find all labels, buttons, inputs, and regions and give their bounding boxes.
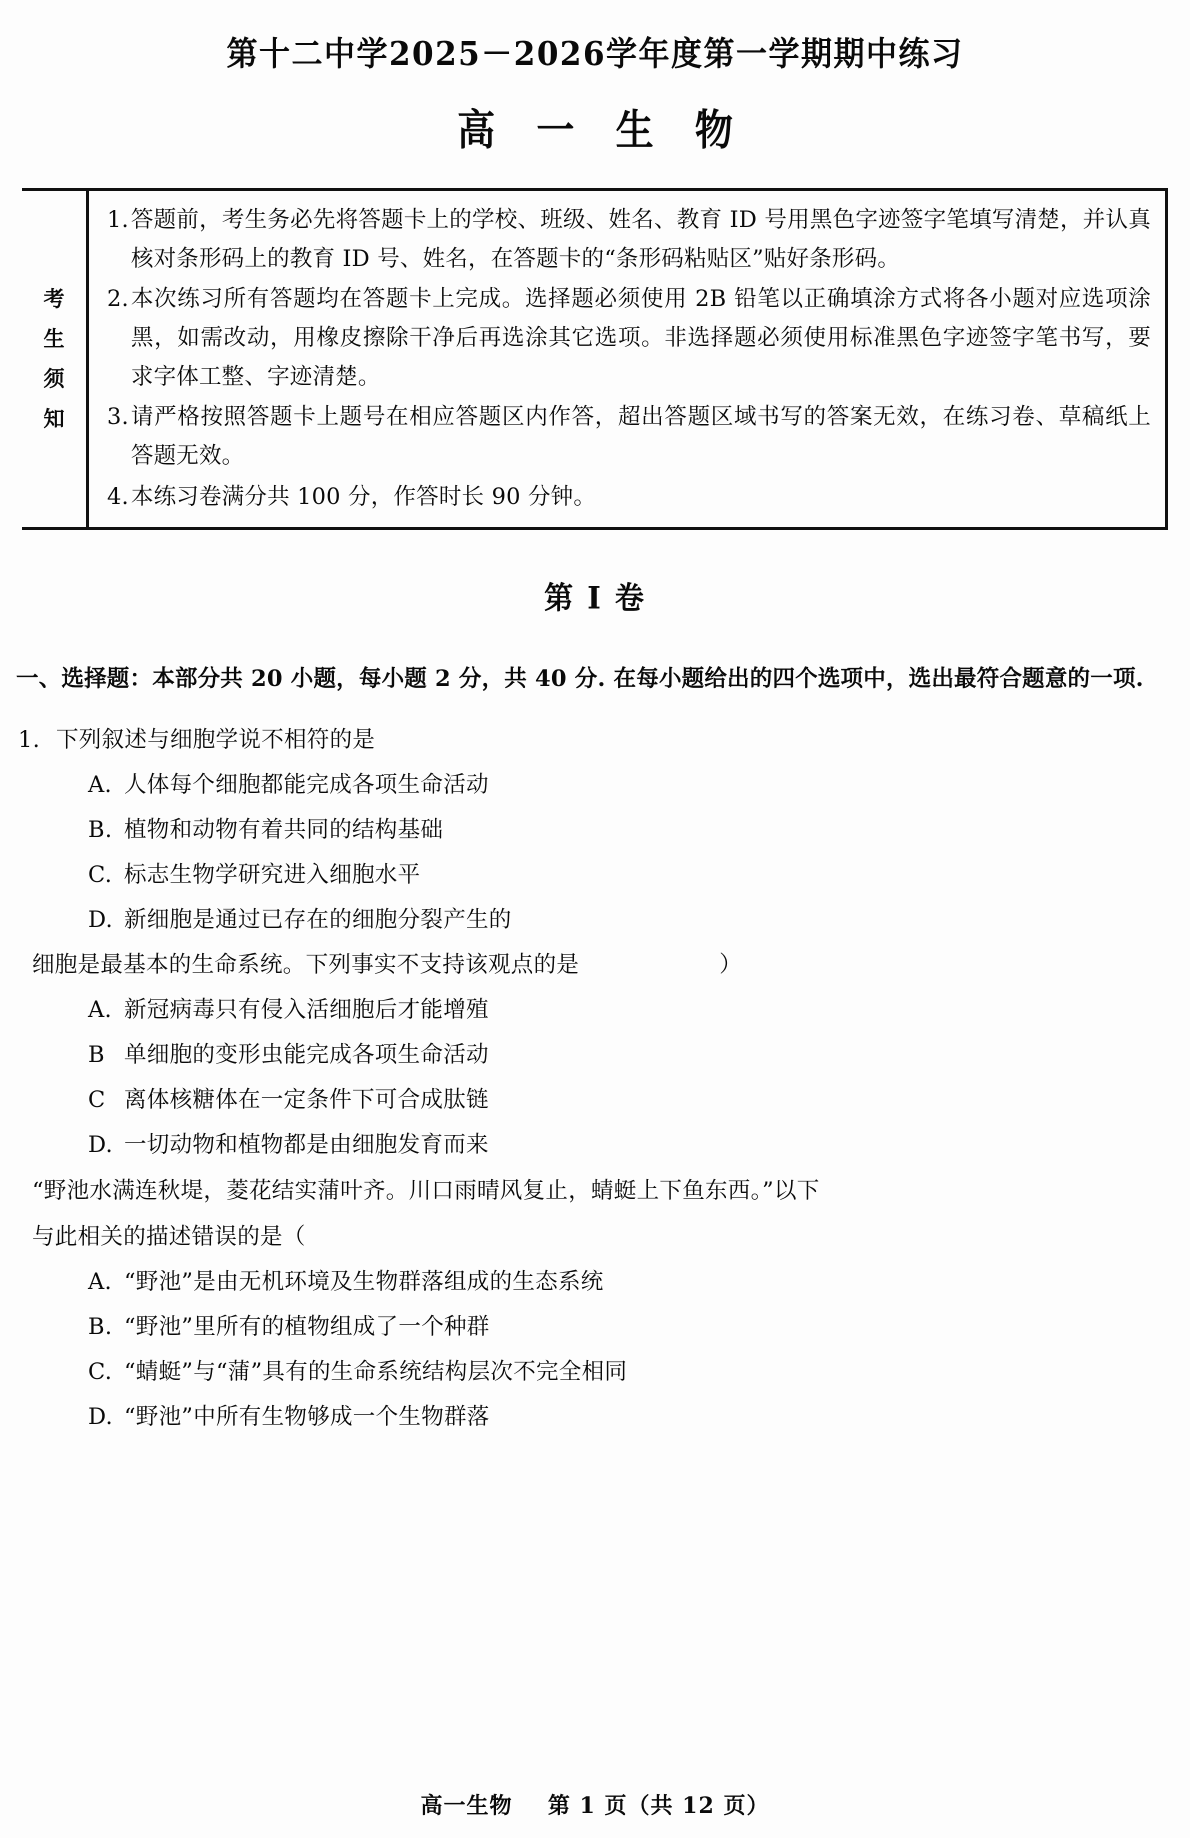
paper-part-heading: 第 I 卷 (544, 579, 646, 616)
option-text: 离体核糖体在一定条件下可合成肽链 (124, 1086, 489, 1113)
option-letter: C (88, 1086, 106, 1113)
examinee-notice-box (22, 188, 1168, 530)
question-option[interactable] (88, 1305, 1172, 1350)
question-poem-line: “野池水满连秋堤，菱花结实蒲叶齐。川口雨晴风复止，蜻蜓上下鱼东西。”以下 (32, 1177, 820, 1204)
option-text: 一切动物和植物都是由细胞发育而来 (124, 1131, 489, 1158)
question-number: 1. (18, 726, 41, 753)
option-letter: B. (88, 1313, 113, 1340)
notice-item-number: 1. (107, 207, 129, 233)
question-option[interactable] (88, 1260, 1172, 1305)
notice-item-text: 答题前，考生务必先将答题卡上的学校、班级、姓名、教育 ID 号用黑色字迹签字笔填写清楚，并认真核对条形码上的教育 ID 号、姓名，在答题卡的“条形码粘贴区”贴好条形码。 (130, 207, 1151, 272)
page-subtitle: 高 一 生 物 (457, 105, 747, 155)
notice-item-number: 4. (107, 483, 129, 510)
option-text: “野池”里所有的植物组成了一个种群 (124, 1313, 490, 1340)
notice-item-number: 2. (107, 286, 129, 313)
notice-label-char-2: 生 (43, 325, 65, 351)
question-list (18, 718, 1172, 1440)
option-letter: A. (88, 771, 113, 798)
option-letter: B. (88, 816, 113, 843)
notice-item-number: 3. (107, 404, 129, 431)
notice-item-text: 请严格按照答题卡上题号在相应答题区内作答，超出答题区域书写的答案无效，在练习卷、草稿纸上答题无效。 (130, 404, 1151, 470)
option-text: “野池”是由无机环境及生物群落组成的生态系统 (124, 1268, 604, 1295)
question-stem (18, 718, 1172, 763)
option-text: 单细胞的变形虫能完成各项生命活动 (124, 1041, 489, 1068)
footer-subject: 高一生物 (420, 1793, 513, 1819)
notice-item (107, 280, 1151, 396)
option-text: 植物和动物有着共同的结构基础 (124, 816, 444, 843)
notice-item-text: 本次练习所有答题均在答题卡上完成。选择题必须使用 2B 铅笔以正确填涂方式将各小题对应选项涂黑，如需改动，用橡皮擦除干净后再选涂其它选项。非选择题必须使用标准黑色字迹签字笔书写，要求字体工整、字迹清楚。 (130, 286, 1151, 390)
question-option[interactable] (88, 808, 1172, 853)
question-option[interactable] (88, 1078, 1172, 1123)
option-letter: C. (88, 1358, 113, 1385)
option-text: 人体每个细胞都能完成各项生命活动 (124, 771, 489, 798)
question-poem-line: 与此相关的描述错误的是（ (32, 1223, 306, 1250)
question-option[interactable] (88, 763, 1172, 808)
page-footer (0, 1789, 1190, 1820)
question-option[interactable] (88, 1350, 1172, 1395)
option-letter: C. (88, 861, 113, 888)
notice-item-text: 本练习卷满分共 100 分，作答时长 90 分钟。 (130, 483, 597, 510)
question-option[interactable] (88, 988, 1172, 1033)
question-stem (32, 943, 1172, 988)
question-option[interactable] (88, 853, 1172, 898)
option-text: 新细胞是通过已存在的细胞分裂产生的 (124, 906, 512, 933)
footer-page-number: 第 1 页（共 12 页） (547, 1793, 770, 1819)
option-text: 新冠病毒只有侵入活细胞后才能增殖 (124, 996, 489, 1023)
notice-item (107, 398, 1151, 475)
notice-items (86, 191, 1168, 527)
option-text: 标志生物学研究进入细胞水平 (124, 861, 421, 888)
question-option[interactable] (88, 898, 1172, 943)
option-letter: D. (88, 1403, 113, 1430)
option-text: “野池”中所有生物够成一个生物群落 (124, 1403, 490, 1430)
question-text: 细胞是最基本的生命系统。下列事实不支持该观点的是 (32, 951, 580, 978)
question-option[interactable] (88, 1033, 1172, 1078)
question-text: 下列叙述与细胞学说不相符的是 (56, 726, 376, 753)
option-letter: D. (88, 1131, 113, 1158)
question-option[interactable] (88, 1395, 1172, 1440)
notice-item (107, 201, 1151, 278)
option-letter: A. (88, 996, 113, 1023)
answer-paren: ） (719, 951, 742, 978)
notice-vertical-label (22, 191, 86, 527)
option-letter: D. (88, 906, 113, 933)
section-instruction: 一、选择题：本部分共 20 小题，每小题 2 分，共 40 分. 在每小题给出的四个选项中，选出最符合题意的一项. (16, 665, 1144, 692)
option-text: “蜻蜓”与“蒲”具有的生命系统结构层次不完全相同 (124, 1358, 628, 1385)
option-letter: B (88, 1041, 105, 1068)
notice-label-char-3: 须 (43, 365, 65, 391)
question-option[interactable] (88, 1123, 1172, 1168)
page-title: 第十二中学2025－2026学年度第一学期期中练习 (226, 35, 964, 74)
notice-label-char-1: 考 (43, 285, 65, 311)
notice-item (107, 478, 1151, 517)
option-letter: A. (88, 1268, 113, 1295)
notice-label-char-4: 知 (43, 405, 65, 431)
